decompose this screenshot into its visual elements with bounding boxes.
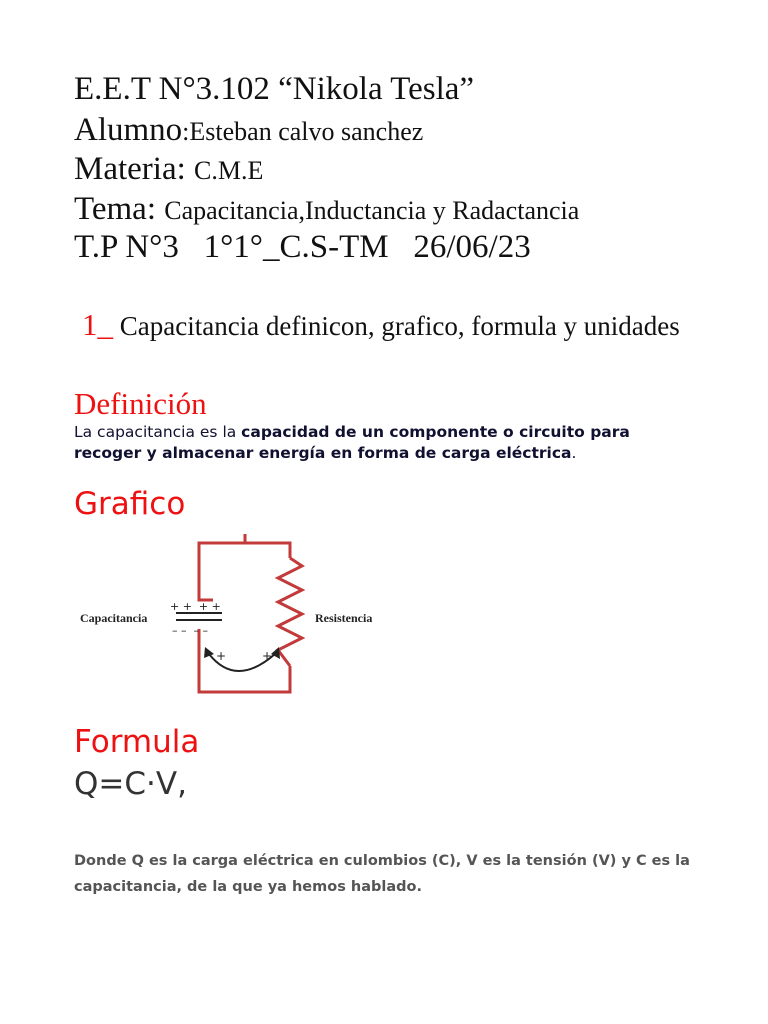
resistor-zigzag bbox=[278, 558, 302, 666]
capacitance-label: Capacitancia bbox=[80, 611, 148, 625]
tp-line: T.P N°3 1°1°_C.S-TM 26/06/23 bbox=[74, 229, 531, 265]
plus-right: + bbox=[262, 649, 273, 663]
subject-line bbox=[74, 150, 263, 190]
item-1-text: Capacitancia definicon, grafico, formula y unidades bbox=[113, 311, 680, 341]
wire-bottom bbox=[199, 629, 290, 692]
subject-value: C.M.E bbox=[194, 156, 264, 185]
definition-text-after: . bbox=[571, 444, 577, 462]
formula-note: Donde Q es la carga eléctrica en culombios (C), V es la tensión (V) y C es la capacitancia, de la que ya hemos hablado. bbox=[74, 853, 690, 895]
formula-heading: Formula bbox=[74, 724, 200, 760]
student-label: Alumno bbox=[74, 112, 183, 148]
topic-value: Capacitancia,Inductancia y Radactancia bbox=[164, 196, 580, 225]
topic-label: Tema: bbox=[74, 191, 165, 227]
formula-expression: Q=C·V, bbox=[74, 766, 187, 802]
school-title: E.E.T N°3.102 “Nikola Tesla” bbox=[74, 71, 475, 107]
plus-marks: + + + + bbox=[170, 600, 221, 613]
item-1-number: 1_ bbox=[82, 307, 113, 342]
plus-left: + bbox=[216, 649, 227, 663]
student-name: :Esteban calvo sanchez bbox=[182, 117, 424, 146]
student-line bbox=[74, 111, 423, 151]
graph-heading: Grafico bbox=[74, 486, 186, 522]
definition-heading: Definición bbox=[74, 386, 207, 421]
definition-paragraph bbox=[74, 422, 684, 464]
definition-text-before: La capacitancia es la bbox=[74, 423, 242, 441]
arrow-head-left bbox=[204, 647, 214, 658]
circuit-diagram bbox=[76, 530, 396, 698]
definition-text-bold: capacidad de un componente o circuito para recoger y almacenar energía en forma de carga eléctrica bbox=[74, 423, 630, 462]
resistance-label: Resistencia bbox=[315, 611, 373, 625]
item-1-title bbox=[74, 306, 714, 345]
wire-top bbox=[199, 543, 290, 600]
topic-line bbox=[74, 190, 579, 230]
minus-marks: – – – – bbox=[172, 624, 208, 637]
subject-label: Materia: bbox=[74, 151, 195, 187]
